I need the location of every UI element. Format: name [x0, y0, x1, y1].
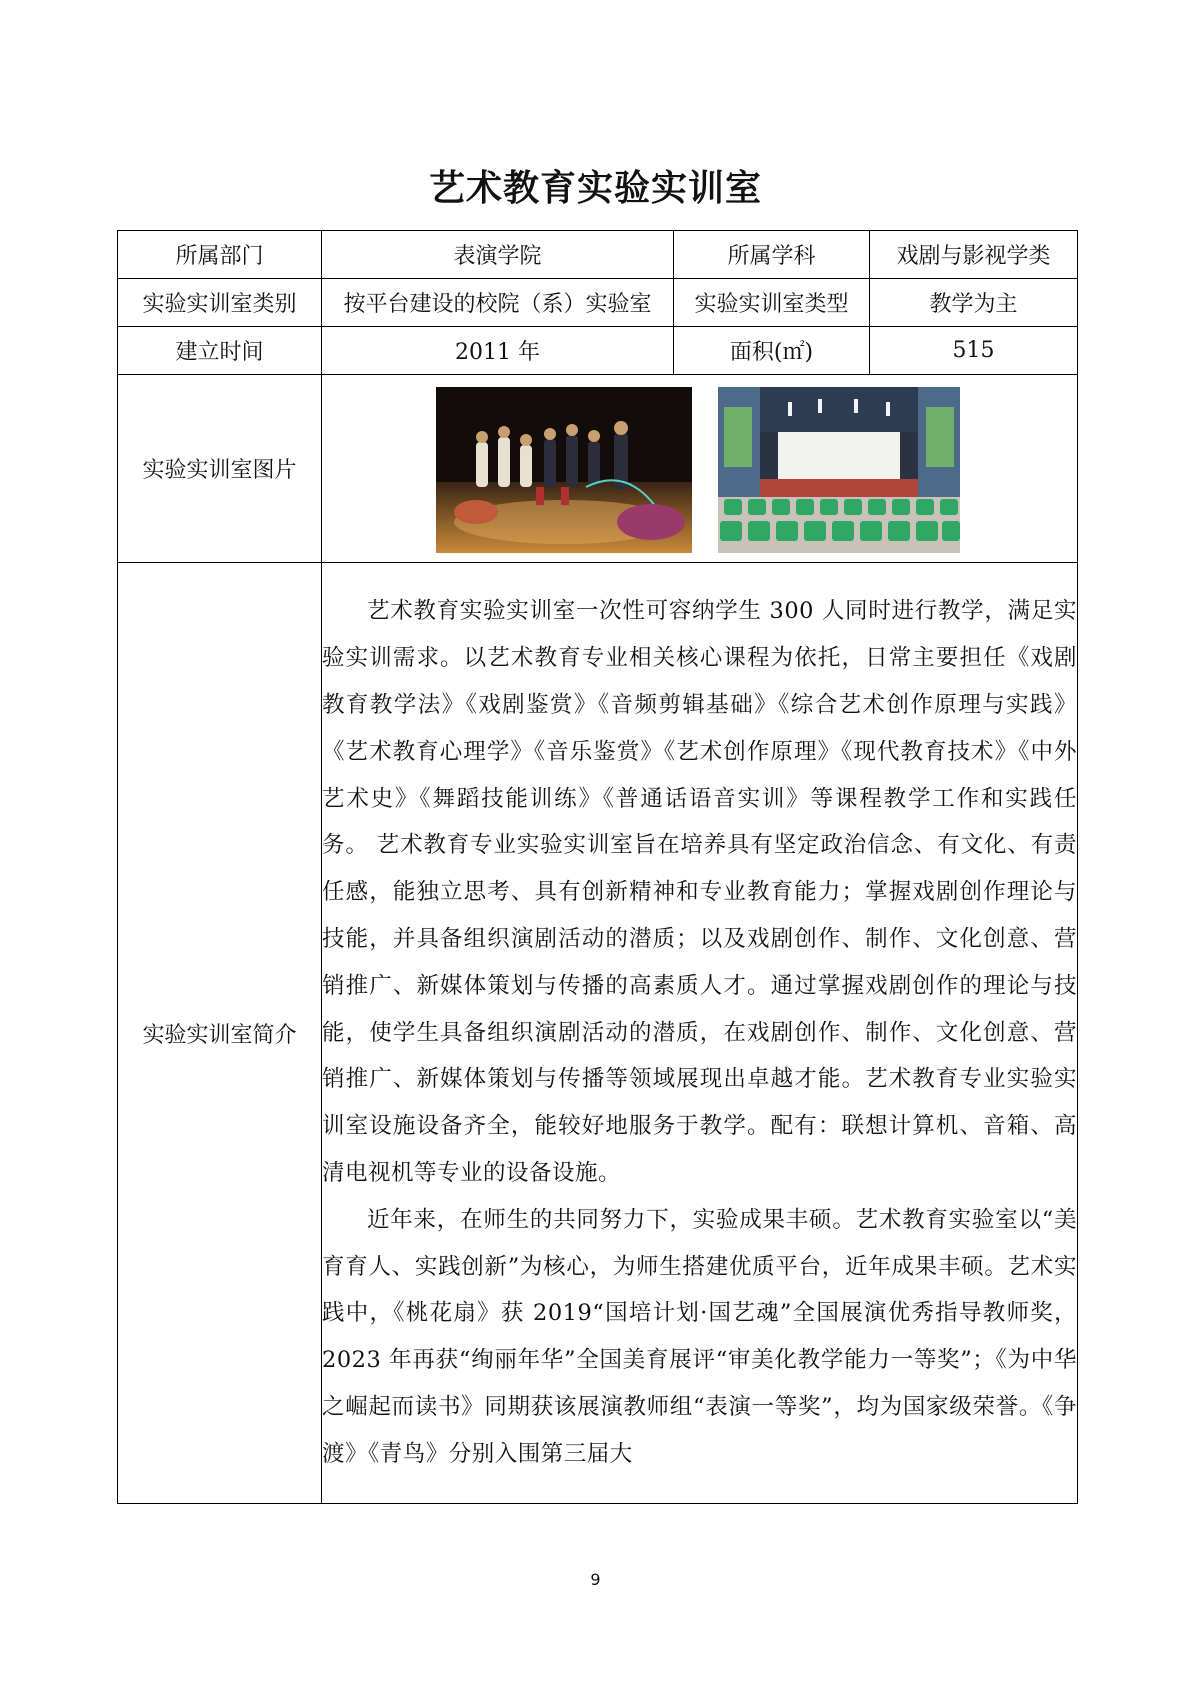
stage-performance-photo — [436, 387, 692, 553]
table-row-pictures — [118, 375, 1078, 563]
label-lab-pictures: 实验实训室图片 — [118, 375, 322, 563]
value-discipline: 戏剧与影视学类 — [870, 231, 1078, 279]
label-established-time: 建立时间 — [118, 327, 322, 375]
table-row-category — [118, 279, 1078, 327]
label-area: 面积(㎡) — [674, 327, 870, 375]
table-row-department — [118, 231, 1078, 279]
table-row-introduction — [118, 563, 1078, 1504]
label-lab-category: 实验实训室类别 — [118, 279, 322, 327]
lab-introduction-cell — [322, 563, 1078, 1504]
value-lab-type: 教学为主 — [870, 279, 1078, 327]
label-department: 所属部门 — [118, 231, 322, 279]
page-title: 艺术教育实验实训室 — [428, 168, 762, 209]
value-department: 表演学院 — [322, 231, 674, 279]
label-lab-type: 实验实训室类型 — [674, 279, 870, 327]
lab-pictures-cell — [322, 375, 1078, 563]
page-number: 9 — [590, 1570, 601, 1589]
value-lab-category: 按平台建设的校院（系）实验室 — [322, 279, 674, 327]
label-discipline: 所属学科 — [674, 231, 870, 279]
intro-paragraph-1: 艺术教育实验实训室一次性可容纳学生 300 人同时进行教学，满足实验实训需求。以艺术教育专业相关核心课程为依托，日常主要担任《戏剧教育教学法》《戏剧鉴赏》《音频剪辑基础》《综合艺术创作原理与实践》《艺术教育心理学》《音乐鉴赏》《艺术创作原理》《现代教育技术》《中外艺术史》《舞蹈技能训练》《普通话语音实训》等课程教学工作和实践任务。 艺术教育专业实验实训室旨在培养具有坚定政治信念、有文化、有责任感，能独立思考、具有创新精神和专业教育能力；掌握戏剧创作理论与技能，并具备组织演剧活动的潜质；以及戏剧创作、制作、文化创意、营销推广、新媒体策划与传播的高素质人才。通过掌握戏剧创作的理论与技能，使学生具备组织演剧活动的潜质，在戏剧创作、制作、文化创意、营销推广、新媒体策划与传播等领域展现出卓越才能。艺术教育专业实验实训室设施设备齐全，能较好地服务于教学。配有：联想计算机、音箱、高清电视机等专业的设备设施。 — [322, 598, 1077, 1186]
value-established-time: 2011 年 — [322, 327, 674, 375]
classroom-theater-photo — [718, 387, 960, 553]
table-row-established — [118, 327, 1078, 375]
label-lab-introduction: 实验实训室简介 — [118, 563, 322, 1504]
intro-paragraph-2: 近年来，在师生的共同努力下，实验成果丰硕。艺术教育实验室以“美育育人、实践创新”为核心，为师生搭建优质平台，近年成果丰硕。艺术实践中，《桃花扇》获 2019“国培计划·国艺魂”全国展演优秀指导教师奖，2023 年再获“绚丽年华”全国美育展评“审美化教学能力一等奖”；《为中华之崛起而读书》同期获该展演教师组“表演一等奖”，均为国家级荣誉。《争渡》《青鸟》分别入围第三届大 — [322, 1206, 1077, 1467]
value-area: 515 — [870, 327, 1078, 375]
lab-info-table — [117, 230, 1078, 1504]
